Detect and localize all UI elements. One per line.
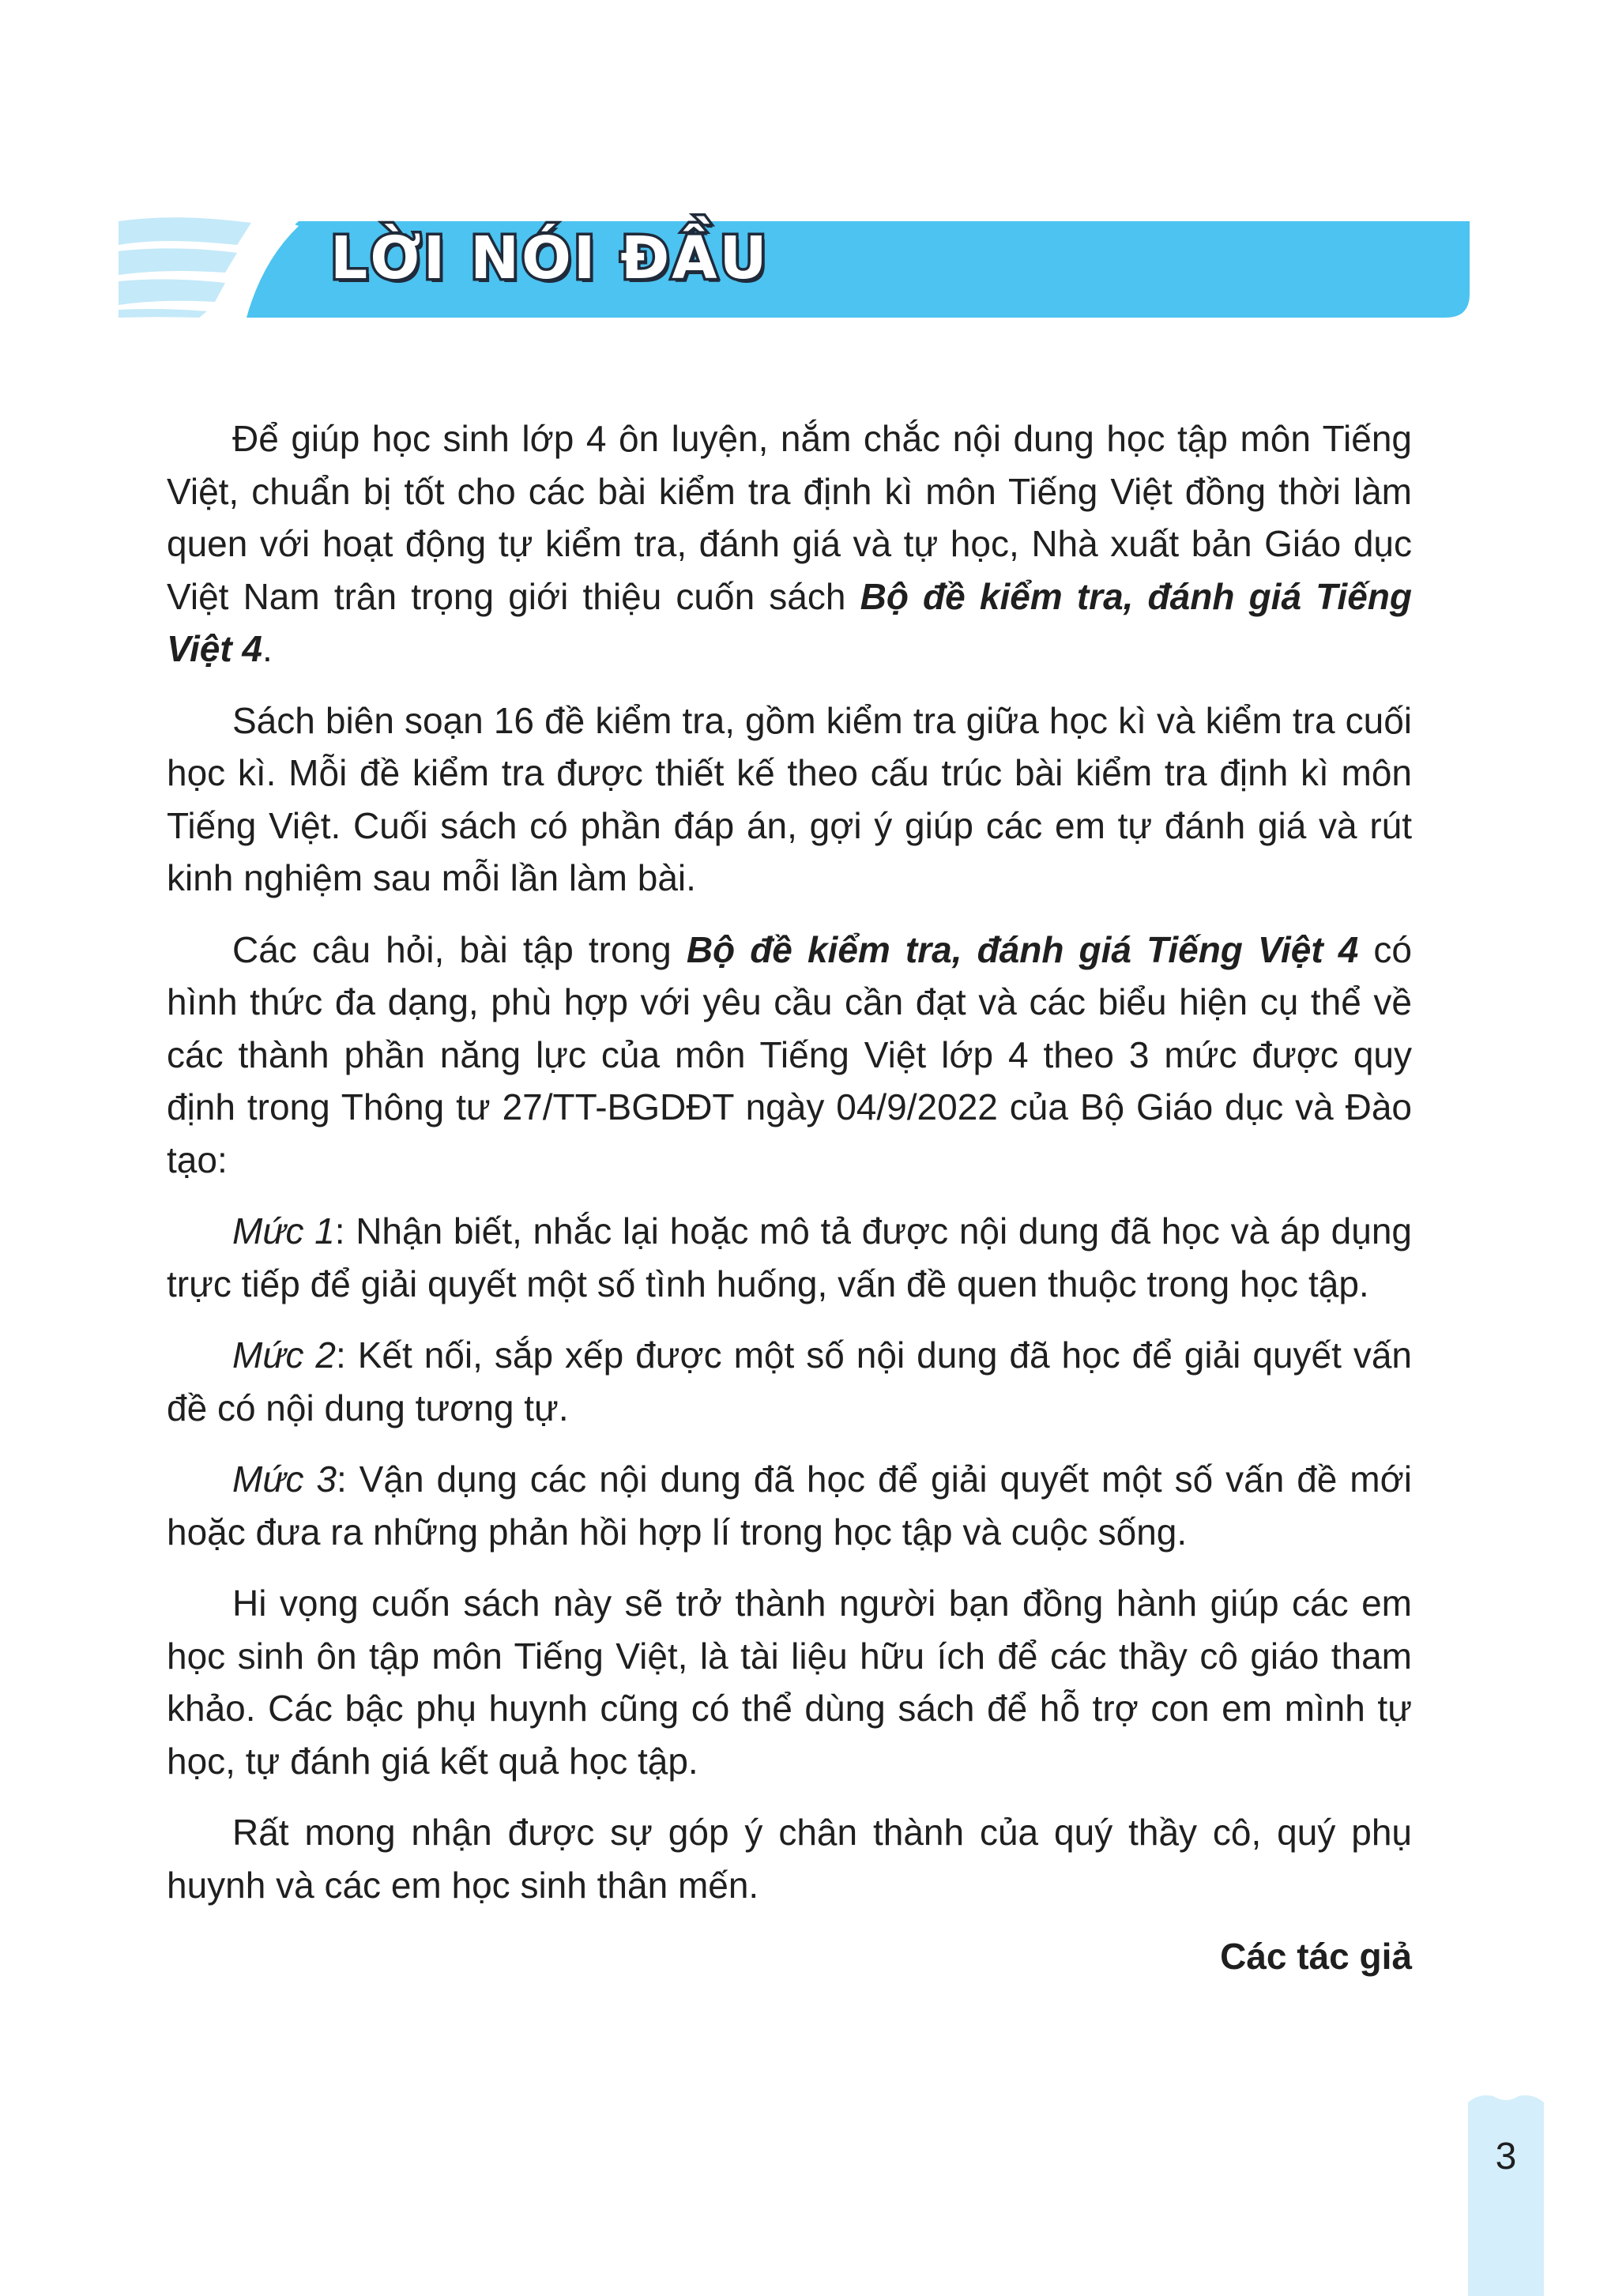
level-3 [167, 1453, 1412, 1558]
level-1 [167, 1205, 1412, 1310]
level-label: Mức 3 [232, 1459, 337, 1500]
intro-text: Để giúp học sinh lớp 4 ôn luyện, nắm chắc nội dung học tập môn Tiếng Việt, chuẩn bị tốt cho các bài kiểm tra định kì môn Tiếng Việt đồng thời làm quen với hoạt động tự kiểm tra, đánh giá và tự học, Nhà xuất bản Giáo dục Việt Nam trân trọng giới thiệu cuốn sách [167, 418, 1412, 617]
level-label: Mức 1 [232, 1210, 335, 1252]
paragraph-content: Sách biên soạn 16 đề kiểm tra, gồm kiểm tra giữa học kì và kiểm tra cuối học kì. Mỗi đề kiểm tra được thiết kế theo cấu trúc bài kiểm tra định kì môn Tiếng Việt. Cuối sách có phần đáp án, gợi ý giúp các em tự đánh giá và rút kinh nghiệm sau mỗi lần làm bài. [167, 699, 1412, 898]
page-number-tab [1468, 2093, 1544, 2296]
header-banner [0, 0, 1615, 332]
paragraph-question-types [167, 924, 1412, 1187]
intro-end: . [262, 628, 273, 669]
level-description: : Vận dụng các nội dung đã học để giải quyết một số vấn đề mới hoặc đưa ra những phản hồi hợp lí trong học tập và cuộc sống. [167, 1459, 1412, 1553]
level-description: : Kết nối, sắp xếp được một số nội dung đã học để giải quyết vấn đề có nội dung tương tự. [167, 1334, 1412, 1428]
question-types-rest: có hình thức đa dạng, phù hợp với yêu cầu cần đạt và các biểu hiện cụ thể về các thành phần năng lực của môn Tiếng Việt lớp 4 theo 3 mức được quy định trong Thông tư 27/TT-BGDĐT ngày 04/9/2022 của Bộ Giáo dục và Đào tạo: [167, 928, 1412, 1180]
leaf-pattern-decoration [119, 217, 251, 318]
page-number: 3 [1495, 2136, 1517, 2177]
book-title: Bộ đề kiểm tra, đánh giá Tiếng Việt 4 [686, 928, 1359, 970]
level-label: Mức 2 [232, 1334, 337, 1376]
paragraph-feedback: Rất mong nhận được sự góp ý chân thành của quý thầy cô, quý phụ huynh và các em học sinh thân mến. [167, 1812, 1412, 1906]
paragraph-hope: Hi vọng cuốn sách này sẽ trở thành người bạn đồng hành giúp các em học sinh ôn tập môn Tiếng Việt, là tài liệu hữu ích để các thầy cô giáo tham khảo. Các bậc phụ huynh cũng có thể dùng sách để hỗ trợ con em mình tự học, tự đánh giá kết quả học tập. [167, 1583, 1412, 1782]
level-2 [167, 1329, 1412, 1434]
signature: Các tác giả [1220, 1936, 1412, 1977]
level-description: : Nhận biết, nhắc lại hoặc mô tả được nội dung đã học và áp dụng trực tiếp để giải quyết một số tình huống, vấn đề quen thuộc trong học tập. [167, 1210, 1412, 1304]
paragraph-intro [167, 412, 1412, 676]
book-title: Bộ đề kiểm tra, đánh giá Tiếng Việt 4 [167, 575, 1412, 669]
page-title: LỜI NÓI ĐẦU [330, 224, 770, 292]
preface-body [167, 412, 1412, 1983]
question-types-start: Các câu hỏi, bài tập trong [232, 928, 687, 970]
